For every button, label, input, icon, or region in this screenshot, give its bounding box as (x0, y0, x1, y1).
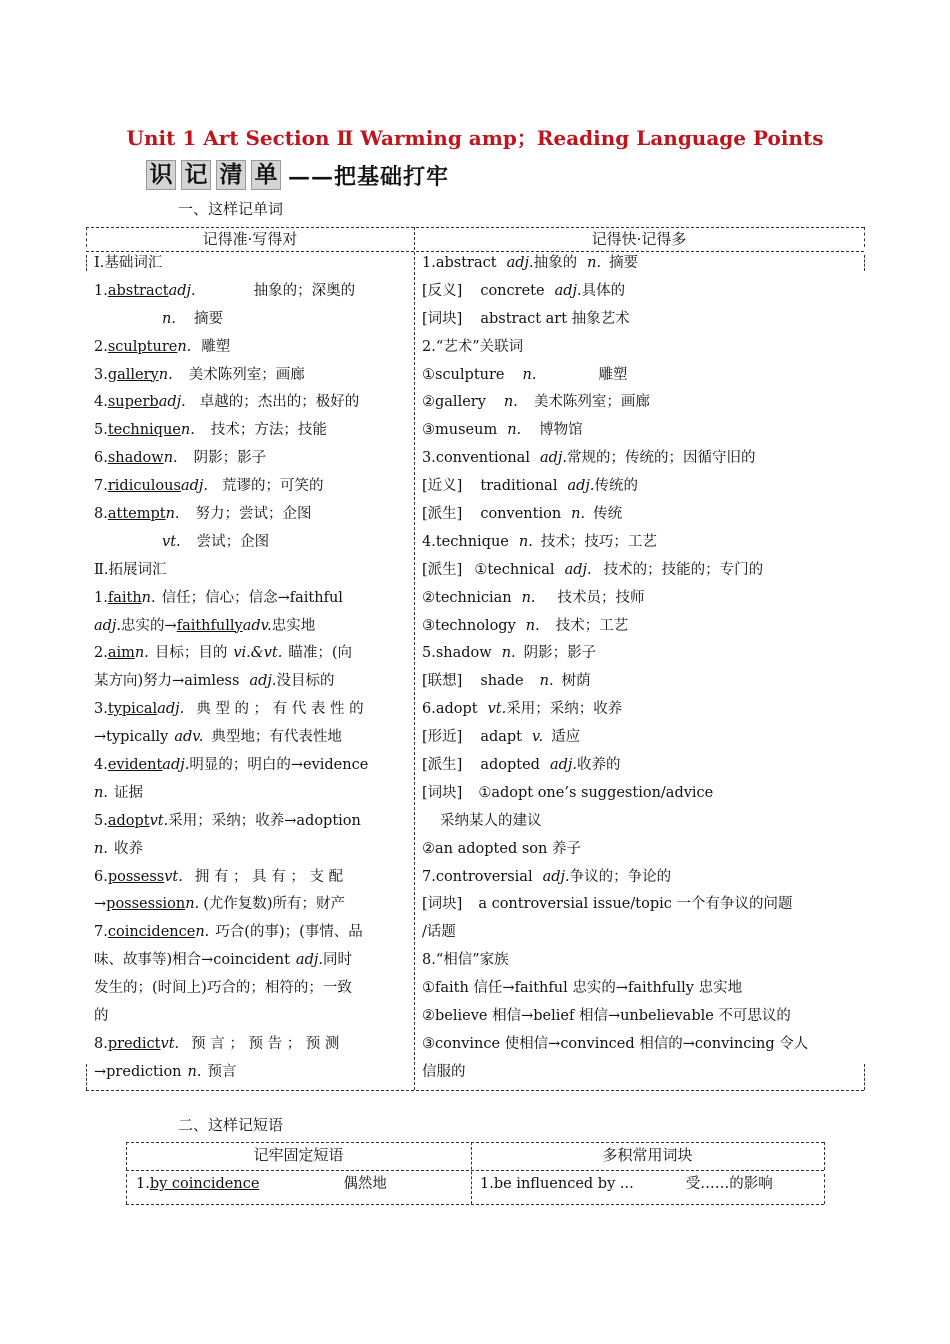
entry-text: n. (158, 366, 173, 383)
left-column (94, 250, 408, 1087)
entry-text: adopted (480, 757, 540, 774)
entry-text: 受……的影响 (685, 1176, 773, 1192)
list-item (94, 1059, 408, 1087)
entry-text: n. (163, 450, 178, 467)
list-item (422, 1003, 860, 1031)
list-item (422, 278, 860, 306)
entry-text: 技术；方法；技能 (210, 422, 327, 439)
entry-text: n. (165, 506, 180, 523)
list-item (422, 836, 860, 864)
entry-text: 7.controversial (422, 868, 533, 885)
entry-text: adj. (168, 282, 196, 299)
entry-text: ②technician (422, 589, 512, 606)
entry-text: n. (501, 645, 516, 662)
list-item (94, 362, 408, 390)
list-item (94, 1003, 408, 1031)
list-item (94, 417, 408, 445)
list-item (422, 529, 860, 557)
entry-text: 6. (94, 868, 108, 885)
entry-text: 忠实的→ (121, 617, 177, 634)
entry-text: 6.adopt (422, 701, 478, 718)
entry-text: n. (94, 840, 108, 857)
entry-text: n. (195, 924, 210, 941)
entry-text: n. (185, 896, 200, 913)
list-item (94, 585, 408, 613)
entry-text: 2.“艺术”关联词 (422, 338, 524, 355)
list-item (422, 1031, 860, 1059)
entry-text: ①adopt one’s suggestion/advice (478, 784, 714, 801)
list-item (94, 696, 408, 724)
entry-text: 努力；尝试；企图 (195, 506, 312, 523)
entry-text: 巧合(的事)；(事情、品 (215, 924, 363, 941)
entry-text: 8. (94, 1035, 108, 1052)
entry-text: ridiculous (107, 478, 181, 495)
entry-text: 收养 (113, 840, 143, 857)
entry-text: v. (532, 729, 544, 746)
entry-text: abstract (107, 282, 169, 299)
entry-text: possess (107, 868, 165, 885)
entry-text: ①sculpture (422, 366, 505, 383)
entry-text: n. (539, 673, 554, 690)
phrase-section-heading: 二、这样记短语 (178, 1116, 284, 1134)
phrase-right-cell (480, 1171, 820, 1199)
entry-text: sculpture (107, 338, 178, 355)
list-item (422, 975, 860, 1003)
list-item (136, 1171, 466, 1199)
entry-text: by coincidence (149, 1176, 260, 1192)
entry-text: 瞄准；(向 (288, 645, 352, 662)
list-item (422, 919, 860, 947)
entry-text: faith (107, 589, 142, 606)
entry-text: /话题 (422, 924, 456, 941)
entry-text: 摘要 (609, 255, 639, 271)
entry-text: adj. (542, 868, 570, 885)
entry-text: ③technology (422, 617, 516, 634)
entry-text: n. (571, 506, 586, 523)
entry-text: 典型地；有代表性地 (211, 729, 342, 746)
entry-text: n. (162, 310, 176, 327)
entry-text: →prediction (94, 1063, 182, 1080)
entry-text: 5.shadow (422, 645, 492, 662)
table-border (126, 1174, 127, 1204)
table-border (864, 1064, 865, 1090)
list-item (94, 278, 408, 306)
table-border (824, 1174, 825, 1204)
entry-text: n. (521, 589, 536, 606)
entry-text: 传统 (593, 506, 623, 523)
entry-text: gallery (107, 366, 159, 383)
entry-text: 适应 (551, 729, 581, 746)
entry-text: [派生] (422, 561, 463, 578)
banner-char: 清 (216, 160, 246, 190)
entry-text: 收养的 (577, 757, 621, 774)
table-border (126, 1204, 824, 1205)
list-item (94, 306, 408, 334)
list-item (422, 557, 860, 585)
entry-text: 传统的 (594, 478, 639, 495)
entry-text: vt. (162, 533, 181, 550)
entry-text: [派生] (422, 506, 463, 523)
entry-text: a controversial issue/topic 一个有争议的问题 (478, 896, 793, 913)
section-banner (146, 160, 449, 190)
list-item (94, 808, 408, 836)
entry-text: [联想] (422, 673, 463, 690)
list-item (422, 640, 860, 668)
list-item (422, 473, 860, 501)
entry-text: 8.“相信”家族 (422, 952, 509, 969)
entry-text: 典 型 的 ； 有 代 表 性 的 (196, 701, 364, 718)
entry-text: 博物馆 (539, 422, 583, 439)
entry-text: 的 (94, 1008, 109, 1025)
entry-text: traditional (480, 478, 558, 495)
entry-text: 树荫 (561, 673, 591, 690)
table-border (864, 227, 865, 247)
entry-text: 味、故事等)相合→coincident (94, 952, 290, 969)
entry-text: possession (106, 896, 186, 913)
entry-text: technique (107, 422, 181, 439)
entry-text: n. (507, 422, 522, 439)
vocab-section-heading: 一、这样记单词 (178, 200, 284, 218)
entry-text: 技术的；技能的；专门的 (603, 561, 764, 578)
entry-text: attempt (107, 506, 166, 523)
entry-text: ②an adopted son 养子 (422, 840, 581, 857)
table-border (86, 1090, 864, 1091)
entry-text: adj. (249, 673, 277, 690)
list-item (94, 891, 408, 919)
list-item (422, 585, 860, 613)
entry-text: 7. (94, 924, 108, 941)
entry-text: 采纳某人的建议 (440, 812, 542, 829)
list-item (94, 919, 408, 947)
entry-text: [词块] (422, 784, 463, 801)
list-item (94, 389, 408, 417)
entry-text: 证据 (113, 784, 143, 801)
list-item (422, 947, 860, 975)
entry-text: predict (107, 1035, 161, 1052)
entry-text: →typically (94, 729, 169, 746)
entry-text: adj. (94, 617, 122, 634)
entry-text: n. (180, 422, 195, 439)
entry-text: 拥 有 ； 具 有 ； 支 配 (194, 868, 344, 885)
list-item (422, 891, 860, 919)
entry-text: aim (107, 645, 135, 662)
entry-text: ②believe 相信→belief 相信→unbelievable 不可思议的 (422, 1008, 791, 1025)
list-item (422, 668, 860, 696)
right-column-header: 记得快·记得多 (591, 230, 687, 248)
list-item (94, 529, 408, 557)
entry-text: 1. (94, 282, 108, 299)
entry-text: 1. (136, 1176, 150, 1192)
entry-text: 抽象的 (533, 255, 578, 271)
entry-text: [形近] (422, 729, 463, 746)
table-border (864, 255, 865, 271)
entry-text: vi.&vt. (233, 645, 283, 662)
list-item (94, 947, 408, 975)
right-column (422, 250, 860, 1087)
entry-text: coincidence (107, 924, 196, 941)
entry-text: 雕塑 (201, 338, 231, 355)
table-border (824, 1142, 825, 1170)
entry-text: 信服的 (422, 1063, 466, 1080)
entry-text: 尝试；企图 (196, 533, 270, 550)
entry-text: convention (480, 506, 562, 523)
entry-text: ③museum (422, 422, 498, 439)
entry-text: [反义] (422, 282, 463, 299)
entry-text: adv. (242, 617, 272, 634)
list-item (422, 417, 860, 445)
list-item (422, 696, 860, 724)
list-item (422, 334, 860, 362)
entry-text: adj. (554, 282, 582, 299)
entry-text: adj. (506, 255, 534, 271)
banner-char: 识 (146, 160, 176, 190)
entry-text: concrete (480, 282, 545, 299)
entry-text: adj. (567, 478, 595, 495)
entry-text: 技术；工艺 (555, 617, 629, 634)
entry-text: n. (503, 394, 518, 411)
entry-text: 采用；采纳；收养→adoption (168, 812, 361, 829)
entry-text: 1. (94, 589, 108, 606)
entry-text: 荒谬的；可笑的 (222, 478, 324, 495)
banner-subtitle: ——把基础打牢 (288, 163, 450, 190)
entry-text: 信任；信心；信念→faithful (161, 589, 343, 606)
entry-text: adj. (158, 394, 186, 411)
list-item (422, 306, 860, 334)
table-divider (414, 227, 415, 1090)
entry-text: 某方向)努力→aimless (94, 673, 240, 690)
entry-text: 1.be influenced by ... (480, 1176, 634, 1192)
fixed-phrases-header: 记牢固定短语 (253, 1146, 344, 1164)
list-item (94, 613, 408, 641)
entry-text: [近义] (422, 478, 463, 495)
entry-text: ③convince 使相信→convinced 相信的→convincing 令人 (422, 1035, 809, 1052)
list-item (94, 501, 408, 529)
banner-char: 记 (181, 160, 211, 190)
entry-text: 4.technique (422, 533, 509, 550)
entry-text: 常规的；传统的；因循守旧的 (567, 450, 756, 467)
entry-text: 发生的；(时间上)巧合的；相符的；一致 (94, 980, 352, 997)
entry-text: 具体的 (581, 282, 626, 299)
entry-text: [词块] (422, 896, 463, 913)
list-item (94, 445, 408, 473)
list-item (422, 1059, 860, 1087)
list-item (94, 975, 408, 1003)
entry-text: adj. (549, 757, 578, 774)
entry-text: n. (587, 255, 602, 271)
entry-text: 忠实地 (271, 617, 316, 634)
list-item (94, 752, 408, 780)
list-item (94, 1031, 408, 1059)
entry-text: Ⅰ.基础词汇 (94, 255, 163, 271)
entry-text: adv. (174, 729, 204, 746)
list-item (94, 724, 408, 752)
entry-text: 2. (94, 645, 108, 662)
entry-text: adopt (107, 812, 150, 829)
entry-text: 目标；目的 (154, 645, 228, 662)
entry-text: adj. (180, 478, 208, 495)
entry-text: [词块] (422, 310, 463, 327)
list-item (422, 250, 860, 278)
list-item (94, 473, 408, 501)
entry-text: 3. (94, 701, 108, 718)
phrase-left-cell (136, 1171, 466, 1199)
entry-text: 7. (94, 478, 108, 495)
list-item (94, 836, 408, 864)
entry-text: adj. (157, 701, 185, 718)
table-border (86, 255, 87, 271)
entry-text: 争议的；争论的 (569, 868, 672, 885)
list-item (422, 752, 860, 780)
entry-text: 预言 (207, 1063, 237, 1080)
entry-text: 8. (94, 506, 108, 523)
entry-text: 抽象的；深奥的 (253, 282, 356, 299)
entry-text: 同时 (322, 952, 352, 969)
list-item (480, 1171, 820, 1199)
entry-text: 美术陈列室；画廊 (533, 394, 650, 411)
entry-text: n. (94, 784, 108, 801)
list-item (422, 445, 860, 473)
entry-text: ①technical (474, 561, 555, 578)
list-item (422, 501, 860, 529)
entry-text: 6. (94, 450, 108, 467)
entry-text: 阴影；影子 (523, 645, 597, 662)
page-title: Unit 1 Art Section Ⅱ Warming amp；Reading Language Points (126, 126, 824, 150)
list-item (94, 668, 408, 696)
entry-text: n. (522, 366, 537, 383)
entry-text: adj. (295, 952, 323, 969)
list-item (94, 640, 408, 668)
list-item (422, 724, 860, 752)
entry-text: shadow (107, 450, 164, 467)
entry-text: 2. (94, 338, 108, 355)
table-border (86, 1064, 87, 1090)
entry-text: 3. (94, 366, 108, 383)
entry-text: 摘要 (193, 310, 223, 327)
entry-text: 预 言 ； 预 告 ； 预 测 (191, 1035, 340, 1052)
entry-text: n. (525, 617, 540, 634)
entry-text: 美术陈列室；画廊 (188, 366, 305, 383)
entry-text: typical (107, 701, 158, 718)
entry-text: adapt (480, 729, 523, 746)
list-item (94, 250, 408, 278)
entry-text: n. (177, 338, 192, 355)
entry-text: → (94, 896, 107, 913)
list-item (94, 864, 408, 892)
entry-text: 5. (94, 812, 108, 829)
entry-text: 没目标的 (276, 673, 335, 690)
entry-text: evident (107, 757, 163, 774)
banner-char: 单 (251, 160, 281, 190)
entry-text: 3.conventional (422, 450, 530, 467)
entry-text: [派生] (422, 757, 463, 774)
list-item (422, 808, 860, 836)
list-item (422, 613, 860, 641)
entry-text: vt. (160, 1035, 180, 1052)
entry-text: 5. (94, 422, 108, 439)
entry-text: 雕塑 (598, 366, 628, 383)
entry-text: n. (187, 1063, 202, 1080)
common-chunks-header: 多积常用词块 (602, 1146, 693, 1164)
entry-text: vt. (487, 701, 507, 718)
entry-text: abstract art 抽象艺术 (480, 310, 630, 327)
entry-text: superb (107, 394, 159, 411)
entry-text: 明显的；明白的→evidence (189, 757, 369, 774)
entry-text: n. (518, 533, 533, 550)
entry-text: 1.abstract (422, 255, 497, 271)
entry-text: ②gallery (422, 394, 486, 411)
list-item (422, 864, 860, 892)
entry-text: (尤作复数)所有；财产 (203, 896, 346, 913)
entry-text: adj. (162, 757, 190, 774)
entry-text: 技术；技巧；工艺 (540, 533, 657, 550)
entry-text: n. (134, 645, 149, 662)
entry-text: 4. (94, 757, 108, 774)
entry-text: vt. (149, 812, 169, 829)
list-item (422, 780, 860, 808)
list-item (94, 780, 408, 808)
entry-text: 采用；采纳；收养 (506, 701, 623, 718)
entry-text: 偶然地 (343, 1176, 387, 1192)
list-item (94, 557, 408, 585)
entry-text: 阴影；影子 (193, 450, 267, 467)
entry-text: ①faith 信任→faithful 忠实的→faithfully 忠实地 (422, 980, 743, 997)
entry-text: adj. (539, 450, 567, 467)
entry-text: shade (480, 673, 524, 690)
entry-text: 技术员；技师 (557, 589, 645, 606)
entry-text: vt. (164, 868, 183, 885)
entry-text: n. (141, 589, 156, 606)
entry-text: 4. (94, 394, 108, 411)
entry-text: Ⅱ.拓展词汇 (94, 561, 167, 578)
list-item (422, 362, 860, 390)
list-item (94, 334, 408, 362)
entry-text: adj. (564, 561, 592, 578)
list-item (422, 389, 860, 417)
left-column-header: 记得准·写得对 (202, 230, 298, 248)
entry-text: 卓越的；杰出的；极好的 (199, 394, 360, 411)
entry-text: faithfully (176, 617, 243, 634)
